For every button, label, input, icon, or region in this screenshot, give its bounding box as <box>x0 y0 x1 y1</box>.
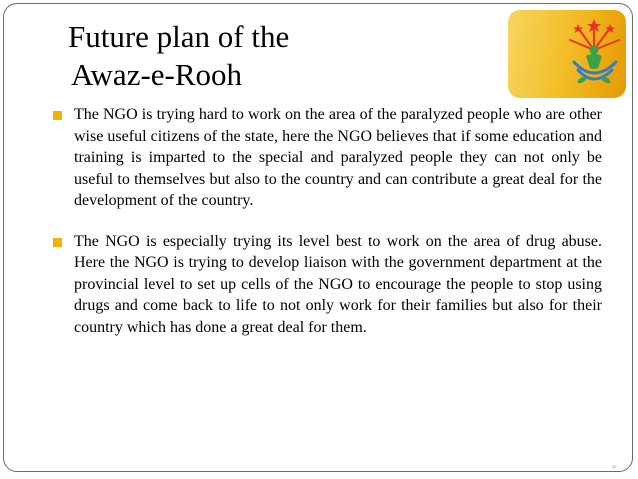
page-corner-mark <box>612 465 616 469</box>
bullet-text-2: The NGO is especially trying its level best to work on the area of drug abuse. Here the NGO is trying to develop liaison with the government department at the provincial level to set up cells of the NGO to encourage the people to stop using drugs and come back to life to not only work for their families but also for their country which has done a great deal for them. <box>74 232 602 336</box>
bullet-item-2 <box>74 231 602 339</box>
slide-title-line-2: Awaz-e-Rooh <box>71 57 243 92</box>
bullet-item-1 <box>74 104 602 212</box>
bullet-text-1: The NGO is trying hard to work on the area of the paralyzed people who are other wise useful citizens of the state, here the NGO believes that if some education and training is imparted to the special and paralyzed people they can not only be useful to themselves but also to the country and can contribute a great deal for the development of the country. <box>74 106 602 209</box>
logo-tile <box>508 10 626 98</box>
bullet-list <box>74 104 602 338</box>
awaz-e-rooh-logo-icon <box>508 10 626 98</box>
slide-title <box>68 18 289 94</box>
square-bullet-icon <box>53 238 62 247</box>
square-bullet-icon <box>53 111 62 120</box>
slide-title-line-1: Future plan of the <box>68 19 290 54</box>
